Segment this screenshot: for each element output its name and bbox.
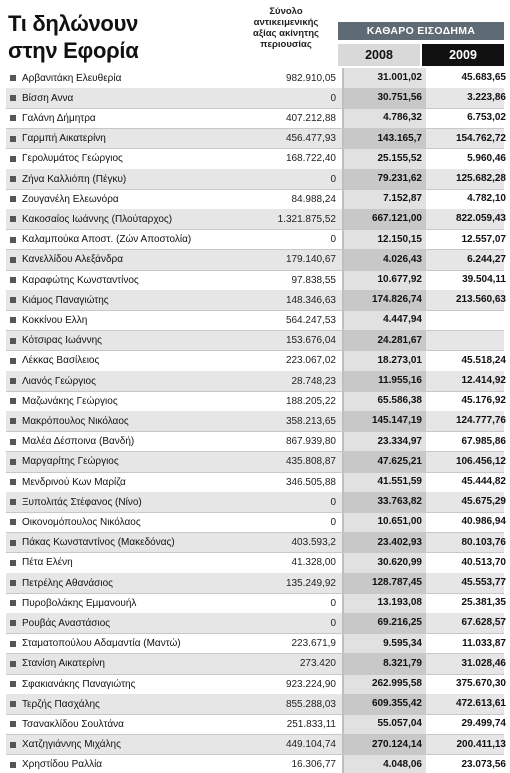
table-row <box>6 331 504 351</box>
income-2008-cell: 24.281,67 <box>344 331 426 351</box>
person-name-cell: Καλαμπούκα Αποστ. (Ζών Αποστολία) <box>22 234 192 246</box>
property-value-cell: 16.306,77 <box>291 759 336 771</box>
income-2008-cell: 69.216,25 <box>344 613 426 633</box>
square-bullet-icon <box>10 196 16 202</box>
square-bullet-icon <box>10 459 16 465</box>
income-2008-cell: 55.057,04 <box>344 714 426 734</box>
income-2008-cell: 23.402,93 <box>344 533 426 553</box>
table-row <box>6 209 504 229</box>
person-name-cell: Μενδρινού Κων Μαρίζα <box>22 476 126 488</box>
person-name-cell: Κοκκίνου Ελλη <box>22 314 88 326</box>
table-row <box>6 411 504 431</box>
table-row <box>6 169 504 189</box>
income-2009-cell: 375.670,30 <box>455 678 506 689</box>
square-bullet-icon <box>10 721 16 727</box>
person-name-cell: Καραφώτης Κωνσταντίνος <box>22 274 139 286</box>
income-2008-cell: 4.026,43 <box>344 250 426 270</box>
person-name-cell: Πέτα Ελένη <box>22 557 73 569</box>
income-2008-cell: 31.001,02 <box>344 68 426 88</box>
income-2009-cell: 45.553,77 <box>461 577 506 588</box>
table-row <box>6 432 504 452</box>
income-2008-cell: 10.677,92 <box>344 270 426 290</box>
person-name-cell: Τσανακλίδου Σουλτάνα <box>22 718 124 730</box>
square-bullet-icon <box>10 378 16 384</box>
property-value-cell: 188.205,22 <box>285 395 336 407</box>
property-value-cell: 148.346,63 <box>285 294 336 306</box>
property-value-cell: 28.748,23 <box>291 375 336 387</box>
square-bullet-icon <box>10 156 16 162</box>
table-row <box>6 714 504 734</box>
square-bullet-icon <box>10 136 16 142</box>
income-2009-cell: 12.557,07 <box>461 233 506 245</box>
square-bullet-icon <box>10 75 16 81</box>
property-value-cell: 0 <box>330 597 336 609</box>
property-value-cell: 135.249,92 <box>285 577 336 589</box>
income-2009-cell: 125.682,28 <box>455 173 506 184</box>
property-value-cell: 168.722,40 <box>285 153 336 165</box>
table-row <box>6 250 504 270</box>
title-line-2: στην Εφορία <box>8 38 139 63</box>
table-row <box>6 310 504 330</box>
table-row <box>6 351 504 371</box>
assets-header-line-2: αντικειμενικής <box>253 17 319 28</box>
assets-header-line-1: Σύνολο <box>269 6 303 17</box>
income-2008-cell: 33.763,82 <box>344 492 426 512</box>
person-name-cell: Μαλέα Δέσποινα (Βανδή) <box>22 436 135 448</box>
person-name-cell: Κακοσαίος Ιωάννης (Πλούταρχος) <box>22 213 173 225</box>
income-2008-cell: 8.321,79 <box>344 654 426 674</box>
income-2008-cell: 270.124,14 <box>344 735 426 755</box>
income-2009-cell: 29.499,74 <box>461 718 506 730</box>
person-name-cell: Λέκκας Βασίλειος <box>22 355 100 367</box>
table-row <box>6 593 504 613</box>
assets-column-header <box>236 6 336 50</box>
income-2008-cell: 4.786,32 <box>344 108 426 128</box>
income-2009-cell: 40.513,70 <box>461 556 506 568</box>
square-bullet-icon <box>10 600 16 606</box>
income-2008-cell: 13.193,08 <box>344 593 426 613</box>
person-name-cell: Κιάμος Παναγιώτης <box>22 294 109 306</box>
person-name-cell: Αρβανιτάκη Ελευθερία <box>22 72 122 84</box>
table-row <box>6 371 504 391</box>
income-2008-cell: 23.334,97 <box>344 432 426 452</box>
square-bullet-icon <box>10 297 16 303</box>
property-value-cell: 1.321.875,52 <box>277 213 336 225</box>
table-row <box>6 735 504 755</box>
income-2009-cell: 106.456,12 <box>455 455 506 467</box>
property-value-cell: 223.067,02 <box>285 355 336 367</box>
income-2009-cell: 213.560,63 <box>455 294 506 306</box>
income-2008-cell: 11.955,16 <box>344 371 426 391</box>
person-name-cell: Στανίση Αικατερίνη <box>22 658 105 670</box>
property-value-cell: 0 <box>330 234 336 246</box>
income-2009-cell: 200.411,13 <box>456 738 506 750</box>
property-value-cell: 358.213,65 <box>285 415 336 427</box>
table-row <box>6 290 504 310</box>
property-value-cell: 0 <box>330 516 336 528</box>
table-row <box>6 674 504 694</box>
square-bullet-icon <box>10 418 16 424</box>
property-value-cell: 0 <box>330 496 336 508</box>
person-name-cell: Ρουβάς Αναστάσιος <box>22 617 111 629</box>
income-2009-cell: 39.504,11 <box>462 274 506 285</box>
property-value-cell: 456.477,93 <box>285 133 336 145</box>
table-row <box>6 391 504 411</box>
income-2008-cell: 4.048,06 <box>344 755 426 773</box>
property-value-cell: 435.808,87 <box>285 456 336 468</box>
income-2008-cell: 667.121,00 <box>344 209 426 229</box>
square-bullet-icon <box>10 216 16 222</box>
square-bullet-icon <box>10 661 16 667</box>
person-name-cell: Πετρέλης Αθανάσιος <box>22 577 113 589</box>
person-name-cell: Λιανός Γεώργιος <box>22 375 96 387</box>
square-bullet-icon <box>10 237 16 243</box>
square-bullet-icon <box>10 358 16 364</box>
property-value-cell: 982.910,05 <box>285 72 336 84</box>
table-row <box>6 755 504 773</box>
page-title <box>8 10 138 64</box>
income-2008-cell: 174.826,74 <box>344 290 426 310</box>
income-2008-cell: 65.586,38 <box>344 391 426 411</box>
person-name-cell: Γερολυμάτος Γεώργιος <box>22 153 123 165</box>
income-2008-cell: 10.651,00 <box>344 512 426 532</box>
property-value-cell: 855.288,03 <box>285 698 336 710</box>
table-row <box>6 270 504 290</box>
income-2008-cell: 128.787,45 <box>344 573 426 593</box>
square-bullet-icon <box>10 499 16 505</box>
square-bullet-icon <box>10 338 16 344</box>
property-value-cell: 407.212,88 <box>285 112 336 124</box>
income-2008-cell: 143.165,7 <box>344 129 426 149</box>
table-row <box>6 129 504 149</box>
assets-header-line-3: αξίας ακίνητης <box>253 28 319 39</box>
income-2009-cell: 23.073,56 <box>461 758 506 770</box>
person-name-cell: Ζουγανέλη Ελεωνόρα <box>22 193 119 205</box>
table-row <box>6 472 504 492</box>
income-2009-cell: 11.033,87 <box>462 637 506 649</box>
income-2009-cell: 45.444,82 <box>461 476 506 487</box>
square-bullet-icon <box>10 317 16 323</box>
square-bullet-icon <box>10 519 16 525</box>
square-bullet-icon <box>10 560 16 566</box>
person-name-cell: Χατζηγιάννης Μιχάλης <box>22 739 121 751</box>
income-2008-cell: 47.625,21 <box>344 452 426 472</box>
person-name-cell: Βίσση Αννα <box>22 92 74 104</box>
square-bullet-icon <box>10 742 16 748</box>
person-name-cell: Μαζωνάκης Γεώργιος <box>22 395 118 407</box>
income-2009-cell: 124.777,76 <box>455 415 506 427</box>
property-value-cell: 223.671,9 <box>291 638 336 650</box>
person-name-cell: Σταματοπούλου Αδαμαντία (Μαντώ) <box>22 638 181 650</box>
net-income-header: ΚΑΘΑΡΟ ΕΙΣΟΔΗΜΑ <box>338 22 504 40</box>
property-value-cell: 273.420 <box>299 658 336 670</box>
income-2009-cell <box>426 310 510 330</box>
income-2009-cell: 45.675,29 <box>461 496 506 508</box>
person-name-cell: Γαλάνη Δήμητρα <box>22 112 96 124</box>
income-2009-cell: 6.244,27 <box>467 253 506 265</box>
property-value-cell: 97.838,55 <box>291 274 336 286</box>
income-2008-cell: 79.231,62 <box>344 169 426 189</box>
income-2009-cell: 40.986,94 <box>461 516 506 528</box>
assets-header-line-4: περιουσίας <box>260 39 312 50</box>
person-name-cell: Τερζής Πασχάλης <box>22 698 100 710</box>
property-value-cell: 0 <box>330 173 336 185</box>
person-name-cell: Μαργαρίτης Γεώργιος <box>22 456 119 468</box>
income-2009-cell: 3.223,86 <box>467 92 506 104</box>
square-bullet-icon <box>10 762 16 768</box>
person-name-cell: Μακρόπουλος Νικόλαος <box>22 415 129 427</box>
year-2009-header: 2009 <box>422 44 504 66</box>
property-value-cell: 403.593,2 <box>291 537 336 549</box>
income-2008-cell: 30.620,99 <box>344 553 426 573</box>
table-row <box>6 88 504 108</box>
table-row <box>6 230 504 250</box>
square-bullet-icon <box>10 580 16 586</box>
square-bullet-icon <box>10 176 16 182</box>
property-value-cell: 923.224,90 <box>285 678 336 690</box>
income-2009-cell: 6.753,02 <box>467 112 506 124</box>
income-2009-cell: 67.628,57 <box>461 617 506 629</box>
income-2009-cell: 45.176,92 <box>461 395 506 407</box>
person-name-cell: Οικονομόπουλος Νικόλαος <box>22 516 141 528</box>
table-row <box>6 654 504 674</box>
person-name-cell: Σφακιανάκης Παναγιώτης <box>22 678 136 690</box>
table-row <box>6 512 504 532</box>
table-row <box>6 694 504 714</box>
income-2009-cell <box>426 331 510 351</box>
income-2008-cell: 18.273,01 <box>344 351 426 371</box>
table-row <box>6 573 504 593</box>
property-value-cell: 41.328,00 <box>291 557 336 569</box>
property-value-cell: 153.676,04 <box>285 335 336 347</box>
person-name-cell: Ξυπολιτάς Στέφανος (Νίνο) <box>22 496 142 508</box>
square-bullet-icon <box>10 439 16 445</box>
table-row <box>6 68 504 88</box>
income-2008-cell: 41.551,59 <box>344 472 426 492</box>
table-row <box>6 492 504 512</box>
property-value-cell: 0 <box>330 617 336 629</box>
table-row <box>6 108 504 128</box>
square-bullet-icon <box>10 681 16 687</box>
income-2009-cell: 472.613,61 <box>455 698 506 710</box>
property-value-cell: 564.247,53 <box>285 314 336 326</box>
square-bullet-icon <box>10 701 16 707</box>
square-bullet-icon <box>10 398 16 404</box>
person-name-cell: Ζήνα Καλλιόπη (Πέγκυ) <box>22 173 127 185</box>
income-2009-cell: 154.762,72 <box>455 132 506 144</box>
income-2008-cell: 30.751,56 <box>344 88 426 108</box>
income-2008-cell: 12.150,15 <box>344 230 426 250</box>
square-bullet-icon <box>10 540 16 546</box>
property-value-cell: 179.140,67 <box>285 254 336 266</box>
property-value-cell: 84.988,24 <box>291 193 336 205</box>
income-2009-cell: 80.103,76 <box>461 536 506 548</box>
property-value-cell: 346.505,88 <box>285 476 336 488</box>
income-2009-cell: 822.059,43 <box>455 213 506 225</box>
square-bullet-icon <box>10 277 16 283</box>
square-bullet-icon <box>10 115 16 121</box>
income-2008-cell: 25.155,52 <box>344 149 426 169</box>
income-2008-cell: 609.355,42 <box>344 694 426 714</box>
person-name-cell: Κανελλίδου Αλεξάνδρα <box>22 254 123 266</box>
person-name-cell: Κότσιρας Ιωάννης <box>22 335 102 347</box>
income-2008-cell: 4.447,94 <box>344 310 426 330</box>
income-2008-cell: 145.147,19 <box>344 411 426 431</box>
table-row <box>6 189 504 209</box>
year-2008-header: 2008 <box>338 44 420 66</box>
income-2008-cell: 7.152,87 <box>344 189 426 209</box>
square-bullet-icon <box>10 620 16 626</box>
square-bullet-icon <box>10 479 16 485</box>
table-row <box>6 533 504 553</box>
property-value-cell: 449.104,74 <box>285 739 336 751</box>
table-row <box>6 613 504 633</box>
title-line-1: Τι δηλώνουν <box>8 11 139 36</box>
table-row <box>6 452 504 472</box>
person-name-cell: Πυροβολάκης Εμμανουήλ <box>22 597 137 609</box>
income-2009-cell: 31.028,46 <box>461 657 506 669</box>
property-value-cell: 867.939,80 <box>285 436 336 448</box>
income-2009-cell: 45.683,65 <box>461 72 506 83</box>
property-value-cell: 251.833,11 <box>286 718 336 730</box>
table-row <box>6 149 504 169</box>
income-2009-cell: 12.414,92 <box>461 375 506 386</box>
square-bullet-icon <box>10 641 16 647</box>
square-bullet-icon <box>10 95 16 101</box>
table-header <box>0 0 510 68</box>
square-bullet-icon <box>10 257 16 263</box>
table-row <box>6 553 504 573</box>
income-2009-cell: 5.960,46 <box>467 152 506 164</box>
income-2009-cell: 45.518,24 <box>461 354 506 366</box>
income-2009-cell: 4.782,10 <box>467 193 506 205</box>
person-name-cell: Γαρμπή Αικατερίνη <box>22 133 106 145</box>
income-2008-cell: 262.995,58 <box>344 674 426 694</box>
property-value-cell: 0 <box>330 92 336 104</box>
income-2009-cell: 25.381,35 <box>461 597 506 609</box>
person-name-cell: Χρηστίδου Ραλλία <box>22 759 103 771</box>
table-row <box>6 634 504 654</box>
income-2009-cell: 67.985,86 <box>461 435 506 447</box>
person-name-cell: Πάκας Κωνσταντίνος (Μακεδόνας) <box>22 537 175 549</box>
income-2008-cell: 9.595,34 <box>344 634 426 654</box>
